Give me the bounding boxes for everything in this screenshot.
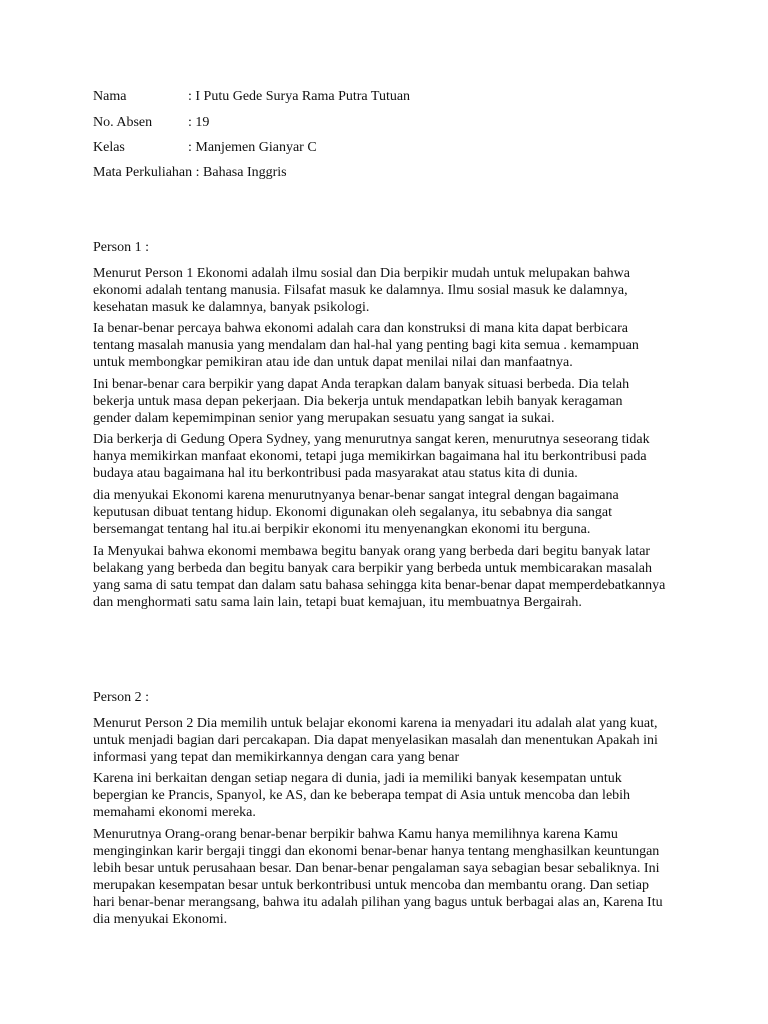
person1-paragraph-4: Dia berkerja di Gedung Opera Sydney, yang menurutnya sangat keren, menurutnya seseorang tidak hanya memikirkan manfaat ekonomi, tetapi juga memikirkan bagaimana hal itu berkontribusi pada budaya atau bagaimana hal itu berkontribusi pada masyarakat atau status kita di dunia.: [93, 432, 650, 481]
person1-paragraph-2: Ia benar-benar percaya bahwa ekonomi adalah cara dan konstruksi di mana kita dapat berbicara tentang masalah manusia yang mendalam dan hal-hal yang penting bagi kita semua . kemampuan untuk membongkar pemikiran atau ide dan untuk dapat menilai nilai dan manfaatnya.: [93, 321, 639, 370]
person1-paragraph-3: Ini benar-benar cara berpikir yang dapat Anda terapkan dalam banyak situasi berbeda. Dia telah bekerja untuk masa depan pekerjaan. Dia bekerja untuk mendapatkan lebih banyak keragaman gender dalam kepemimpinan senior yang merupakan sesuatu yang sangat ia sukai.: [93, 377, 630, 426]
nama-label: Nama: [93, 89, 127, 104]
absen-label: No. Absen: [93, 115, 153, 130]
header-nama-row: [93, 88, 713, 108]
person2-paragraph-1: Menurut Person 2 Dia memilih untuk belajar ekonomi karena ia menyadari itu adalah alat yang kuat, untuk menjadi bagian dari percakapan. Dia dapat menyelasikan masalah dan menentukan Apakah ini informasi yang tepat dan memikirkannya dengan cara yang benar: [93, 716, 658, 765]
person1-paragraph-6: Ia Menyukai bahwa ekonomi membawa begitu banyak orang yang berbeda dari begitu banyak latar belakang yang berbeda dan begitu banyak cara berpikir yang berbeda untuk membicarakan masalah yang sama di satu tempat dan dalam satu bahasa sehingga kita benar-benar dapat memperdebatkannya dan menghormati satu sama lain lain, tetapi buat kemajuan, itu membuatnya Bergairah.: [93, 544, 666, 610]
person2-heading: Person 2 :: [93, 690, 149, 705]
kelas-value: : Manjemen Gianyar C: [188, 140, 317, 155]
person2-paragraph-3: Menurutnya Orang-orang benar-benar berpikir bahwa Kamu hanya memilihnya karena Kamu menginginkan karir bergaji tinggi dan ekonomi benar-benar hanya tentang menghasilkan keuntungan lebih besar untuk perusahaan besar. Dan benar-benar pengalaman saya sebagian besar sebaliknya. Ini merupakan kesempatan besar untuk berkontribusi untuk mencoba dan membantu orang. Dan setiap hari benar-benar merangsang, bahwa itu adalah pilihan yang bagus untuk berbagai alas an, Karena Itu dia menyukai Ekonomi.: [93, 827, 663, 927]
person1-paragraph-1: Menurut Person 1 Ekonomi adalah ilmu sosial dan Dia berpikir mudah untuk melupakan bahwa ekonomi adalah tentang manusia. Filsafat masuk ke dalamnya. Ilmu sosial masuk ke dalamnya, kesehatan masuk ke dalamnya, banyak psikologi.: [93, 266, 630, 315]
person1-paragraph-5: dia menyukai Ekonomi karena menurutnyanya benar-benar sangat integral dengan bagaimana keputusan dibuat tentang hidup. Ekonomi digunakan oleh segalanya, itu sebabnya dia sangat bersemangat tentang hal itu.ai berpikir ekonomi itu menyenangkan ekonomi itu berguna.: [93, 488, 619, 537]
header-kelas-row: [93, 139, 713, 159]
person1-heading: Person 1 :: [93, 240, 149, 255]
person2-paragraph-2: Karena ini berkaitan dengan setiap negara di dunia, jadi ia memiliki banyak kesempatan untuk bepergian ke Prancis, Spanyol, ke AS, dan ke beberapa tempat di Asia untuk mencoba dan lebih memahami ekonomi mereka.: [93, 771, 631, 820]
nama-value: : I Putu Gede Surya Rama Putra Tutuan: [188, 89, 411, 104]
matkul-line: Mata Perkuliahan : Bahasa Inggris: [93, 165, 287, 180]
header-absen-row: [93, 114, 713, 134]
absen-value: : 19: [188, 115, 210, 130]
header-matkul-row: [93, 164, 713, 184]
kelas-label: Kelas: [93, 140, 125, 155]
